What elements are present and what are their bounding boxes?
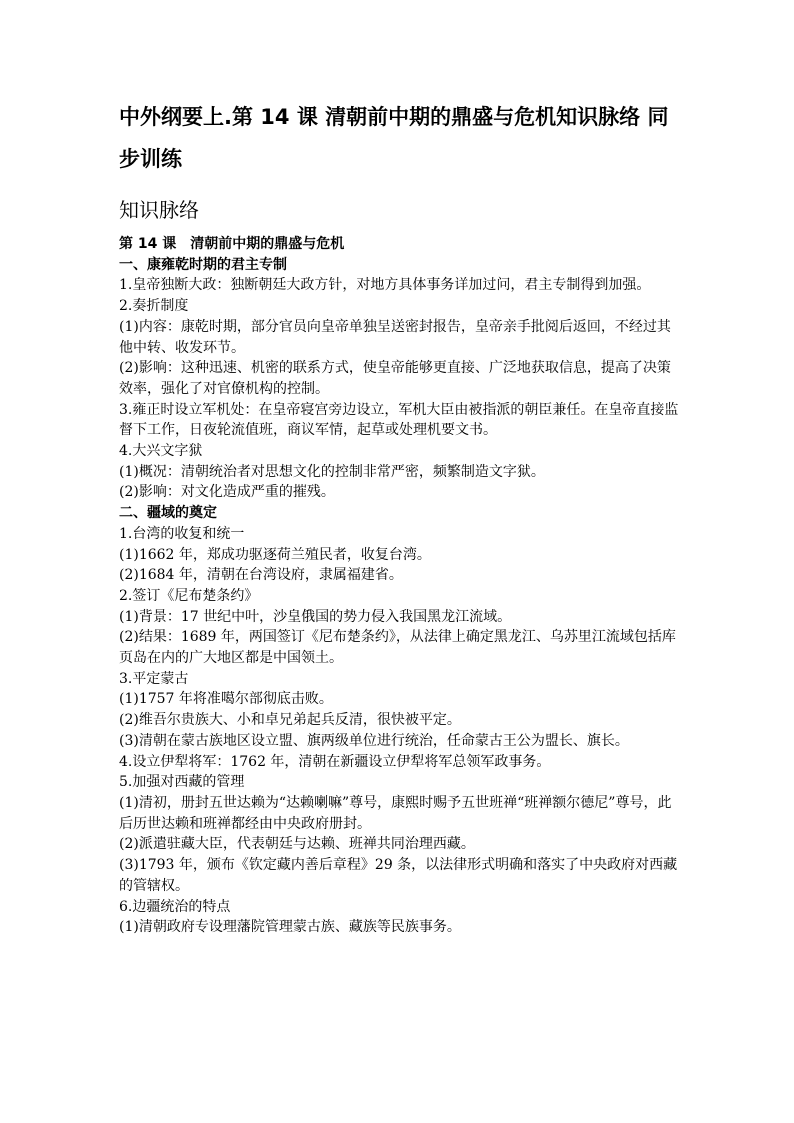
text-line: 4.大兴文字狱 bbox=[119, 443, 203, 460]
text-line: 1.台湾的收复和统一 bbox=[119, 525, 245, 542]
heading-line: 一、康雍乾时期的君主专制 bbox=[119, 256, 287, 273]
text-line: (3)1793 年，颁布《钦定藏内善后章程》29 条，以法律形式明确和落实了中央政府对西藏的管辖权。 bbox=[119, 857, 678, 894]
text-line: (1)背景：17 世纪中叶，沙皇俄国的势力侵入我国黑龙江流域。 bbox=[119, 608, 512, 625]
text-line: 1.皇帝独断大政：独断朝廷大政方针，对地方具体事务详加过问，君主专制得到加强。 bbox=[119, 277, 651, 294]
text-line: 6.边疆统治的特点 bbox=[119, 898, 231, 915]
document-title: 中外纲要上.第 14 课 清朝前中期的鼎盛与危机知识脉络 同步训练 bbox=[119, 105, 669, 171]
text-line: (1)清朝政府专设理藩院管理蒙古族、藏族等民族事务。 bbox=[119, 919, 461, 936]
text-line: (2)维吾尔贵族大、小和卓兄弟起兵反清，很快被平定。 bbox=[119, 712, 461, 729]
text-line: (1)清初，册封五世达赖为“达赖喇嘛”尊号，康熙时赐予五世班禅“班禅额尔德尼”尊号，此后历世达赖和班禅都经由中央政府册封。 bbox=[119, 794, 672, 832]
section-heading: 知识脉络 bbox=[119, 198, 199, 222]
text-line: (1)内容：康乾时期，部分官员向皇帝单独呈送密封报告，皇帝亲手批阅后返回，不经过其他中转、收发环节。 bbox=[119, 318, 671, 356]
text-line: 4.设立伊犁将军：1762 年，清朝在新疆设立伊犁将军总领军政事务。 bbox=[119, 753, 551, 770]
text-line: (2)1684 年，清朝在台湾设府，隶属福建省。 bbox=[119, 567, 403, 584]
text-line: 5.加强对西藏的管理 bbox=[119, 774, 245, 791]
text-line: (2)影响：对文化造成严重的摧残。 bbox=[119, 484, 335, 501]
text-line: (2)派遣驻藏大臣，代表朝廷与达赖、班禅共同治理西藏。 bbox=[119, 836, 475, 853]
text-line: (3)清朝在蒙古族地区设立盟、旗两级单位进行统治，任命蒙古王公为盟长、旗长。 bbox=[119, 732, 629, 749]
text-line: (1)1757 年将准噶尔部彻底击败。 bbox=[119, 691, 333, 708]
text-line: 2.签订《尼布楚条约》 bbox=[119, 587, 259, 604]
text-line: (2)影响：这种迅速、机密的联系方式，使皇帝能够更直接、广泛地获取信息，提高了决策效率，强化了对官僚机构的控制。 bbox=[119, 360, 671, 397]
text-line: (1)概况：清朝统治者对思想文化的控制非常严密，频繁制造文字狱。 bbox=[119, 463, 545, 480]
heading-line: 第 14 课 清朝前中期的鼎盛与危机 bbox=[119, 236, 345, 252]
text-line: 3.平定蒙古 bbox=[119, 670, 189, 687]
text-line: 2.奏折制度 bbox=[119, 298, 189, 315]
text-line: 3.雍正时设立军机处：在皇帝寝宫旁边设立，军机大臣由被指派的朝臣兼任。在皇帝直接监督下工作，日夜轮流值班，商议军情，起草或处理机要文书。 bbox=[119, 401, 679, 439]
document-body bbox=[119, 234, 681, 938]
text-line: (1)1662 年，郑成功驱逐荷兰殖民者，收复台湾。 bbox=[119, 546, 431, 563]
heading-line: 二、疆域的奠定 bbox=[119, 505, 217, 522]
text-line: (2)结果：1689 年，两国签订《尼布楚条约》，从法律上确定黑龙江、乌苏里江流域包括库页岛在内的广大地区都是中国领土。 bbox=[119, 629, 676, 667]
